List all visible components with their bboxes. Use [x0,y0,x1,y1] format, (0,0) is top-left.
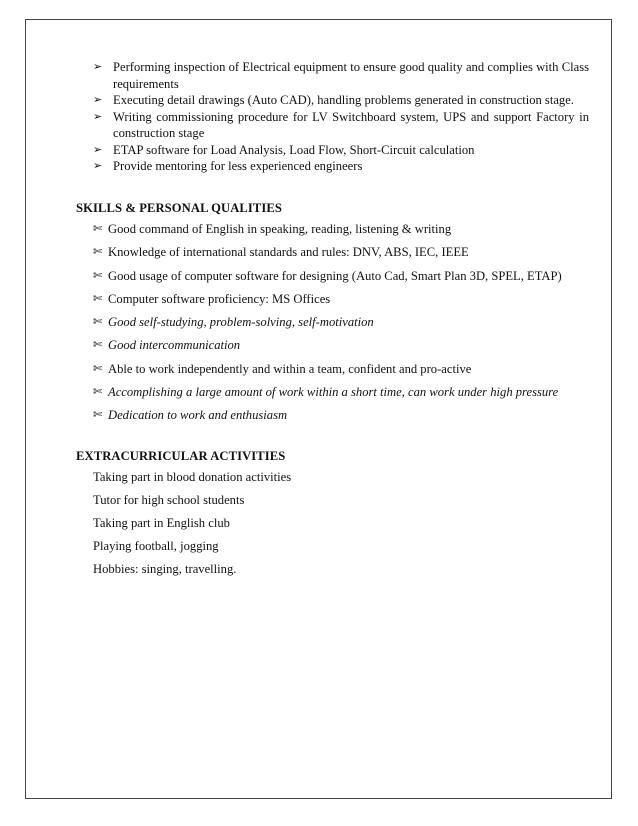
duty-text: ETAP software for Load Analysis, Load Flow, Short-Circuit calculation [113,142,475,157]
scissors-bullet-icon: ✄ [93,246,103,259]
activity-item: Tutor for high school students [93,493,245,508]
skill-text: Good intercommunication [108,338,241,353]
duty-text: Performing inspection of Electrical equipment to ensure good quality and complies with Class requirements [113,60,589,91]
duty-item [93,92,589,109]
skill-item [93,337,593,360]
skill-item [93,268,593,291]
arrow-bullet-icon: ➢ [93,94,103,106]
scissors-bullet-icon: ✄ [93,223,103,235]
skill-text: Good usage of computer software for designing (Auto Cad, Smart Plan 3D, SPEL, ETAP) [108,268,562,283]
activity-item: Playing football, jogging [93,539,219,554]
activity-item: Taking part in blood donation activities [93,470,292,484]
activity-item: Taking part in English club [93,516,230,531]
skill-item [93,314,593,337]
skills-list [93,221,593,431]
scissors-bullet-icon: ✄ [93,316,103,329]
scissors-bullet-icon: ✄ [93,362,103,375]
duty-item [93,142,589,159]
duty-text: Writing commissioning procedure for LV Switchboard system, UPS and support Factory in construction stage [113,109,589,140]
duty-text: Provide mentoring for less experienced engineers [113,159,363,173]
skill-text: Dedication to work and enthusiasm [108,408,288,423]
arrow-bullet-icon: ➢ [93,160,103,172]
duty-item [93,109,589,142]
skill-text: Able to work independently and within a team, confident and pro-active [108,361,472,376]
duties-list [93,59,589,175]
skill-text: Good self-studying, problem-solving, self-motivation [108,315,374,330]
skill-text: Computer software proficiency: MS Offices [108,291,331,306]
skill-item [93,244,593,267]
skill-text: Accomplishing a large amount of work within a short time, can work under high pressure [108,385,559,400]
arrow-bullet-icon: ➢ [93,61,103,73]
skill-text: Good command of English in speaking, reading, listening & writing [108,222,452,236]
skill-item [93,291,593,314]
skills-heading: SKILLS & PERSONAL QUALITIES [76,201,283,215]
duty-item [93,158,589,175]
skill-text: Knowledge of international standards and rules: DNV, ABS, IEC, IEEE [108,245,469,260]
skill-item [93,221,593,244]
scissors-bullet-icon: ✄ [93,292,103,305]
scissors-bullet-icon: ✄ [93,386,103,399]
skill-item [93,407,593,430]
arrow-bullet-icon: ➢ [93,110,103,123]
scissors-bullet-icon: ✄ [93,409,103,422]
duty-text: Executing detail drawings (Auto CAD), handling problems generated in construction stage. [113,93,574,107]
skill-item [93,384,593,407]
arrow-bullet-icon: ➢ [93,143,103,156]
scissors-bullet-icon: ✄ [93,269,103,282]
activity-item: Hobbies: singing, travelling. [93,562,237,577]
extracurricular-list [93,469,493,584]
skill-item [93,361,593,384]
extracurricular-heading: EXTRACURRICULAR ACTIVITIES [76,449,286,463]
duty-item [93,59,589,92]
scissors-bullet-icon: ✄ [93,339,103,352]
